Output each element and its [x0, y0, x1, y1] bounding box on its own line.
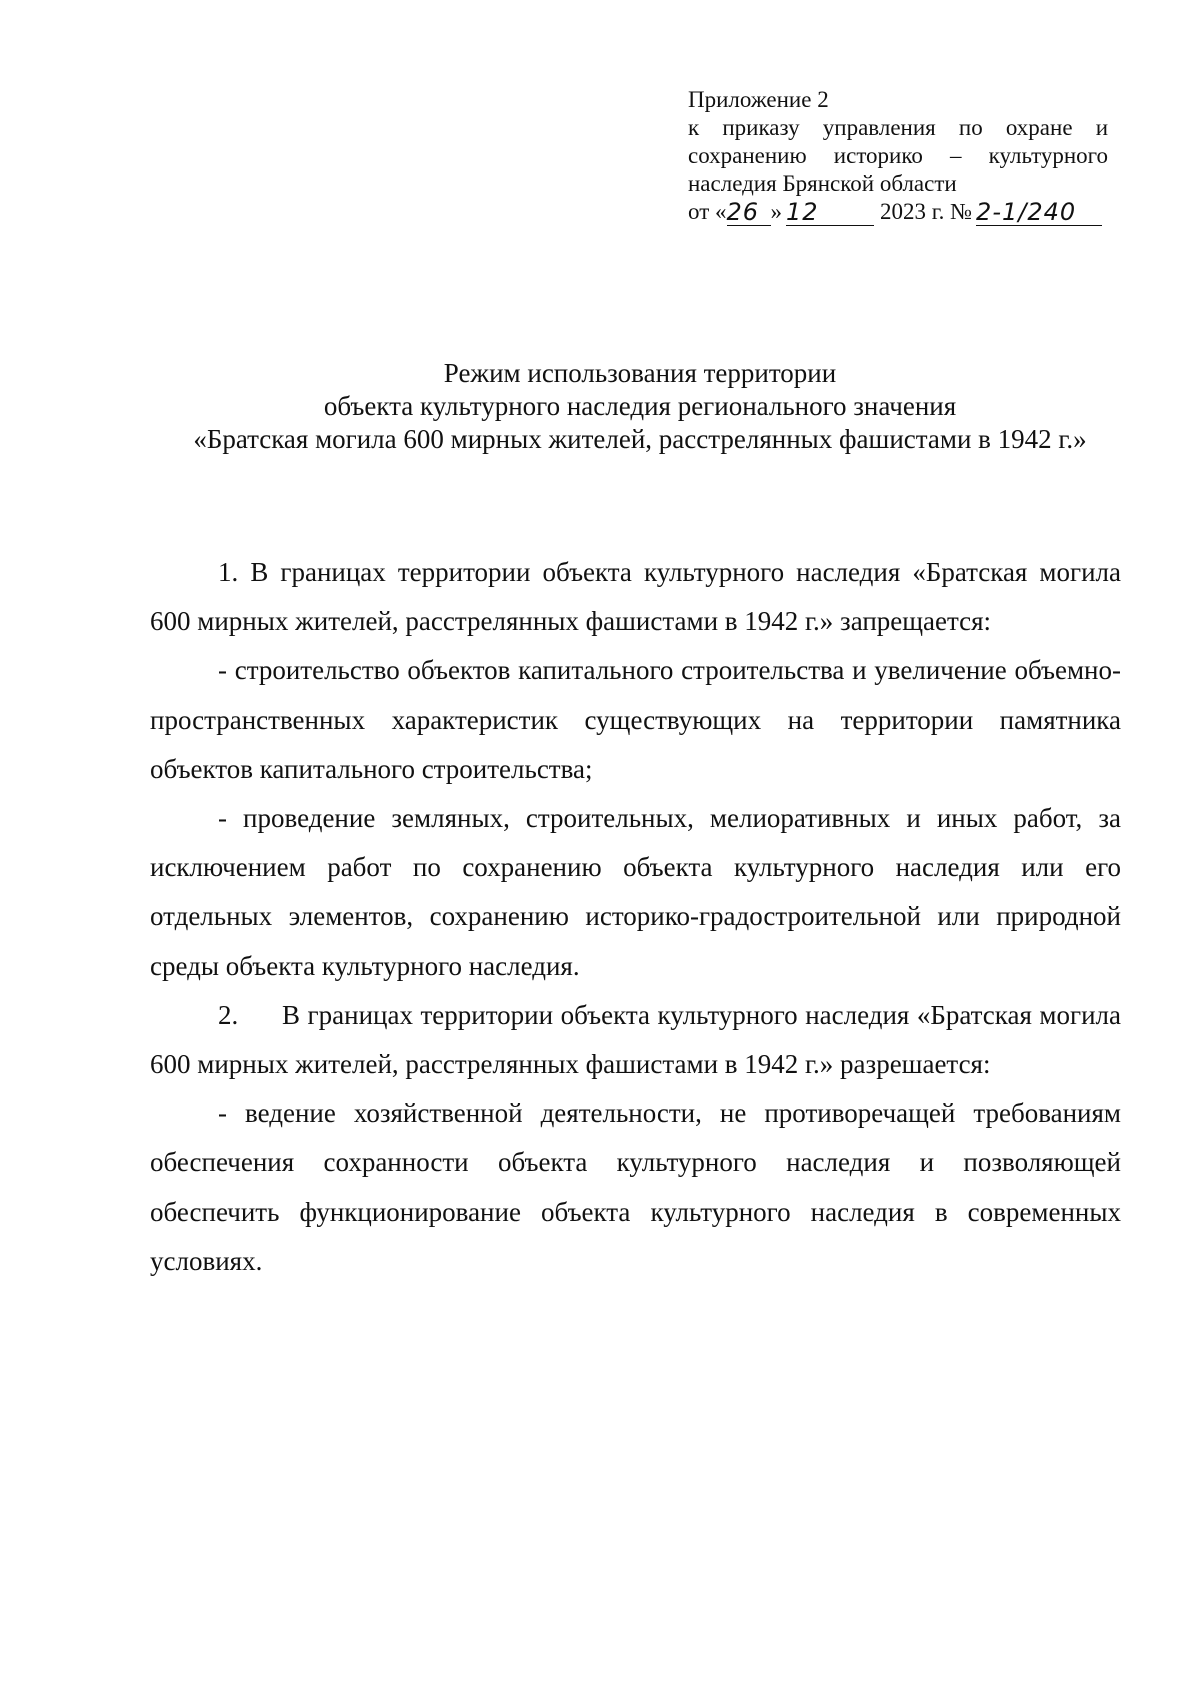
- paragraph-1-item-1: - строительство объектов капитального строительства и увеличение объемно-пространственных характеристик существующих на территории памятника объектов капитального строительства;: [150, 655, 1121, 784]
- appendix-line-1: к приказу управления по охране и: [688, 115, 1108, 140]
- title-line-3: «Братская могила 600 мирных жителей, расстрелянных фашистами в 1942 г.»: [193, 424, 1087, 454]
- paragraph-2-text: В границах территории объекта культурного наследия «Братская могила 600 мирных жителей, расстрелянных фашистами в 1942 г.» разрешается:: [150, 999, 1121, 1080]
- appendix-block: [688, 86, 1108, 226]
- title-line-2: объекта культурного наследия регионального значения: [323, 391, 957, 421]
- appendix-line-3: наследия Брянской области: [688, 171, 957, 196]
- paragraph-2: [150, 991, 1121, 1089]
- paragraph-1-item-2: - проведение земляных, строительных, мелиоративных и иных работ, за исключением работ по сохранению объекта культурного наследия или его отдельных элементов, сохранению историко-градостроительной или природной среды объекта культурного наследия.: [150, 803, 1121, 981]
- handwritten-day: 26: [727, 199, 771, 226]
- document-body: [150, 548, 1121, 1286]
- date-year: 2023 г. №: [880, 199, 973, 224]
- date-mid: »: [770, 199, 782, 224]
- appendix-title: Приложение 2: [688, 87, 829, 112]
- paragraph-1: 1. В границах территории объекта культурного наследия «Братская могила 600 мирных жителей, расстрелянных фашистами в 1942 г.» запрещается:: [150, 557, 1121, 637]
- appendix-line-2: сохранению историко – культурного: [688, 143, 1108, 168]
- handwritten-order-number: 2-1/240: [976, 199, 1102, 226]
- date-prefix: от «: [688, 199, 727, 224]
- handwritten-month: 12: [786, 199, 874, 226]
- title-line-1: Режим использования территории: [443, 358, 837, 388]
- paragraph-2-number: 2.: [218, 999, 239, 1030]
- appendix-date-line: [688, 198, 1108, 226]
- document-title: [150, 357, 1130, 456]
- paragraph-2-item-1: - ведение хозяйственной деятельности, не противоречащей требованиям обеспечения сохранности объекта культурного наследия и позволяющей обеспечить функционирование объекта культурного наследия в современных условиях.: [150, 1098, 1121, 1276]
